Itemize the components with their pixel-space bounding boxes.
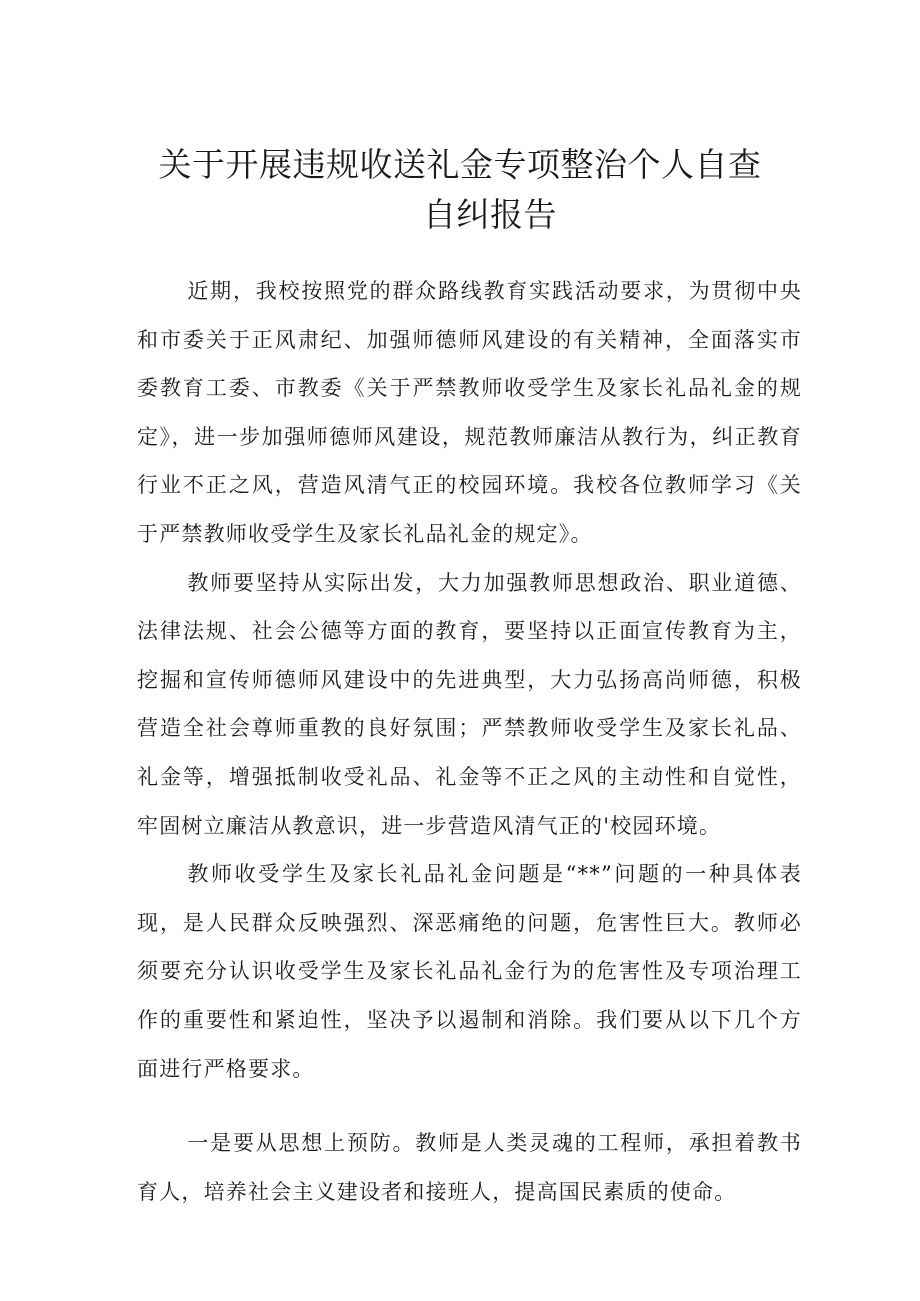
paragraph-2: 教师要坚持从实际出发，大力加强教师思想政治、职业道德、法律法规、社会公德等方面的教育，要坚持以正面宣传教育为主，挖掘和宣传师德师风建设中的先进典型，大力弘扬高尚师德，积极营造全社会尊师重教的良好氛围；严禁教师收受学生及家长礼品、礼金等，增强抵制收受礼品、礼金等不正之风的主动性和自觉性，牢固树立廉洁从教意识，进一步营造风清气正的'校园环境。: [137, 570, 802, 838]
title-line-1: 关于开展违规收送礼金专项整治个人自查: [158, 145, 762, 184]
title-line-2: 自纠报告: [423, 195, 557, 234]
paragraph-1: 近期，我校按照党的群众路线教育实践活动要求，为贯彻中央和市委关于正风肃纪、加强师德师风建设的有关精神，全面落实市委教育工委、市教委《关于严禁教师收受学生及家长礼品礼金的规定》，进一步加强师德师风建设，规范教师廉洁从教行为，纠正教育行业不正之风，营造风清气正的校园环境。我校各位教师学习《关于严禁教师收受学生及家长礼品礼金的规定》。: [137, 279, 802, 546]
paragraph-3: 教师收受学生及家长礼品礼金问题是“**”问题的一种具体表现，是人民群众反映强烈、深恶痛绝的问题，危害性巨大。教师必须要充分认识收受学生及家长礼品礼金行为的危害性及专项治理工作的重要性和紧迫性，坚决予以遏制和消除。我们要从以下几个方面进行严格要求。: [137, 862, 802, 1081]
document-body: [137, 267, 802, 1216]
paragraph-4: 一是要从思想上预防。教师是人类灵魂的工程师，承担着教书育人，培养社会主义建设者和接班人，提高国民素质的使命。: [137, 1131, 802, 1204]
document-title: [120, 140, 800, 240]
